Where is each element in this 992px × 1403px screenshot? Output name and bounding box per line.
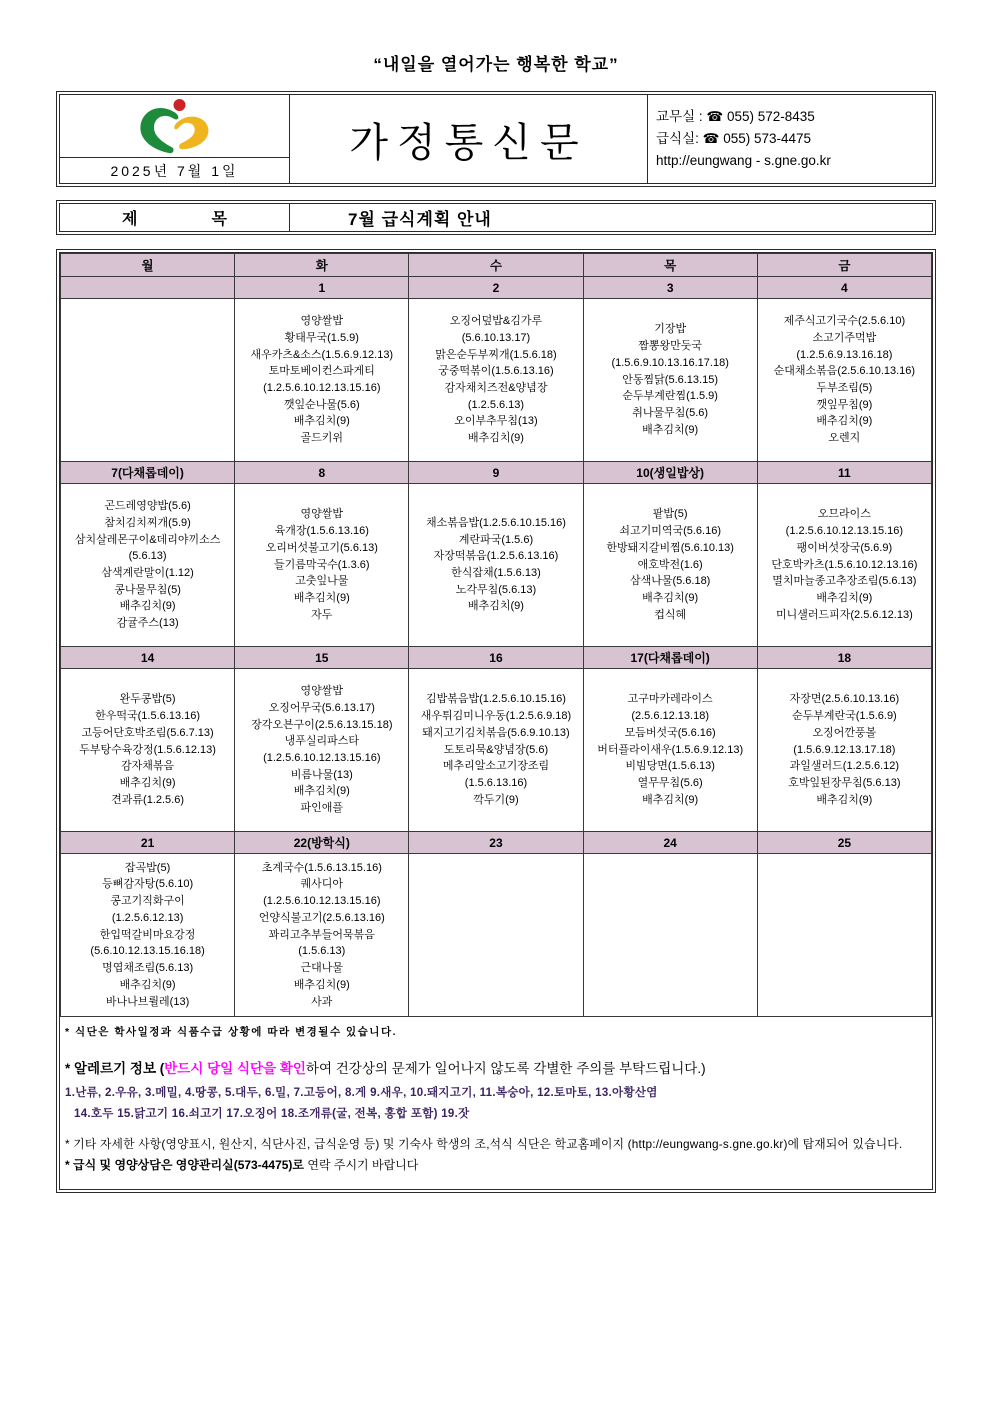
menu-cell	[757, 299, 931, 462]
menu-item: 등뼈감자탕(5.6.10)	[102, 878, 194, 891]
menu-item: (1.5.6.13.16)	[464, 777, 528, 790]
allergy-info-prefix: * 알레르기 정보 (	[65, 1061, 165, 1076]
menu-item: 자두	[311, 608, 333, 621]
menu-item: 참치김치찌개(5.9)	[104, 516, 191, 529]
subject-value: 7월 급식계획 안내	[348, 210, 492, 229]
date-cell: 18	[757, 647, 931, 669]
menu-item: 냉푸실리파스타	[284, 735, 359, 748]
menu-item: 골드키위	[300, 432, 344, 445]
menu-cell	[409, 669, 583, 832]
menu-item: 깻잎무침(9)	[816, 398, 873, 411]
menu-item: 깻잎순나물(5.6)	[283, 398, 360, 411]
menu-item: 고춧잎나물	[295, 575, 349, 588]
issue-date: 2025년 7월 1일	[60, 157, 289, 183]
menu-item: 감자채볶음	[121, 760, 175, 773]
date-cell: 11	[757, 462, 931, 484]
menu-item: 언양식불고기(2.5.6.13.16)	[258, 911, 385, 924]
menu-item: 비름나물(13)	[290, 768, 353, 781]
menu-item: 오징어깐풍볼	[812, 726, 877, 739]
date-cell: 14	[61, 647, 235, 669]
menu-item: 배추김치(9)	[293, 415, 350, 428]
menu-item: 오이부추무침(13)	[454, 415, 538, 428]
menu-item: 비빔당면(1.5.6.13)	[625, 760, 715, 773]
menu-item: 배추김치(9)	[467, 600, 524, 613]
menu-cell	[61, 484, 235, 647]
weekday-header-row	[61, 254, 932, 277]
menu-item: 짬뽕왕만둣국	[638, 340, 703, 353]
menu-cell	[757, 669, 931, 832]
date-cell: 8	[235, 462, 409, 484]
menu-item: 오징어무국(5.6.13.17)	[268, 701, 375, 714]
menu-item: 순두부계란국(1.5.6.9)	[792, 710, 897, 723]
menu-cell	[235, 669, 409, 832]
menu-item: 육개장(1.5.6.13.16)	[274, 525, 369, 538]
menu-item: (5.6.13)	[128, 550, 167, 563]
menu-item: 김밥볶음밥(1.2.5.6.10.15.16)	[425, 693, 566, 706]
menu-item: 영양쌀밥	[300, 508, 344, 521]
contact-line-website: http://eungwang - s.gne.go.kr	[656, 153, 831, 169]
menu-item: 순대채소볶음(2.5.6.10.13.16)	[773, 365, 916, 378]
menu-item: 배추김치(9)	[642, 592, 699, 605]
date-cell: 25	[757, 832, 931, 854]
menu-item: 배추김치(9)	[119, 777, 176, 790]
meal-plan-box	[56, 249, 936, 1193]
allergy-info-line	[65, 1057, 926, 1077]
menu-item: 배추김치(9)	[293, 592, 350, 605]
menu-item: 팽이버섯장국(5.6.9)	[796, 541, 893, 554]
menu-item: (1.2.5.6.10.12.13.15.16)	[263, 752, 381, 764]
menu-item: 열무무침(5.6)	[637, 777, 703, 790]
menu-item: 배추김치(9)	[642, 793, 699, 806]
menu-item: 콩고기직화구이	[110, 895, 185, 908]
date-cell: 4	[757, 277, 931, 299]
meal-calendar-table	[60, 253, 932, 1017]
menu-row	[61, 669, 932, 832]
date-cell: 9	[409, 462, 583, 484]
allergy-info-suffix: 하여 건강상의 문제가 일어나지 않도록 각별한 주의를 부탁드립니다.)	[305, 1061, 706, 1076]
menu-item: 오징어덮밥&김가루	[449, 315, 543, 328]
menu-item: 두부조림(5)	[816, 382, 873, 394]
subject-box	[56, 200, 936, 235]
date-cell: 22(방학식)	[235, 832, 409, 854]
menu-item: 감자채치즈전&양념장	[444, 382, 548, 394]
school-logo-icon	[129, 96, 221, 156]
allergy-items-line-1: 1.난류, 2.우유, 3.메밀, 4.땅콩, 5.대두, 6.밀, 7.고등어, 8.게 9.새우, 10.돼지고기, 11.복숭아, 12.토마토, 13.아황산염	[65, 1087, 658, 1099]
contact-line-cafeteria: 급식실: ☎ 055) 573-4475	[656, 130, 812, 146]
menu-item: 배추김치(9)	[467, 432, 524, 445]
menu-item: (1.2.5.6.10.12.13.15.16)	[785, 525, 904, 538]
menu-item: 파인애플	[300, 802, 344, 815]
menu-item: 토마토베이컨스파게티	[268, 365, 375, 378]
menu-item: 오므라이스	[817, 508, 871, 521]
menu-item: (1.2.5.6.10.12.13.15.16)	[263, 895, 381, 908]
menu-row	[61, 484, 932, 647]
date-cell: 21	[61, 832, 235, 854]
date-cell: 2	[409, 277, 583, 299]
menu-item: 궁중떡볶이(1.5.6.13.16)	[438, 365, 554, 378]
menu-cell	[757, 854, 931, 1017]
menu-item: 새우튀김미니우동(1.2.5.6.9.18)	[420, 710, 572, 723]
menu-item: 한우떡국(1.5.6.13.16)	[95, 710, 201, 723]
menu-item: 명엽채조림(5.6.13)	[102, 962, 194, 975]
menu-cell	[583, 299, 757, 462]
subject-label	[60, 204, 290, 231]
menu-item: 채소볶음밥(1.2.5.6.10.15.16)	[425, 516, 566, 529]
menu-cell	[235, 854, 409, 1017]
menu-item: 안동찜닭(5.6.13.15)	[622, 373, 719, 386]
menu-item: 제주식고기국수(2.5.6.10)	[783, 315, 906, 328]
menu-item: (1.5.6.9.12.13.17.18)	[793, 743, 896, 756]
menu-item: 배추김치(9)	[816, 592, 873, 605]
menu-item: 애호박전(1.6)	[637, 558, 703, 571]
menu-item: 한식잡채(1.5.6.13)	[451, 567, 541, 579]
menu-item: 노각무침(5.6.13)	[455, 583, 537, 596]
menu-item: 영양쌀밥	[300, 315, 344, 328]
calendar-body	[61, 277, 932, 1017]
date-cell: 23	[409, 832, 583, 854]
menu-item: 고구마카레라이스	[627, 693, 713, 706]
menu-item: 단호박카츠(1.5.6.10.12.13.16)	[771, 558, 918, 571]
menu-item: (5.6.10.13.17)	[461, 331, 531, 344]
date-row	[61, 462, 932, 484]
allergy-info-highlight: 반드시 당일 식단을 확인	[164, 1061, 306, 1076]
menu-cell	[583, 854, 757, 1017]
menu-item: 꽈리고추부들어묵볶음	[268, 928, 375, 941]
menu-item: 장각오븐구이(2.5.6.13.15.18)	[251, 718, 393, 731]
menu-item: 메추리알소고기장조림	[442, 760, 550, 773]
menu-item: (1.5.6.13)	[298, 945, 346, 958]
weekday-header-fri: 금	[757, 254, 931, 277]
menu-item: 영양쌀밥	[300, 685, 344, 698]
menu-item: 새우카츠&소스(1.5.6.9.12.13)	[250, 348, 394, 361]
menu-row	[61, 854, 932, 1017]
menu-item: 계란파국(1.5.6)	[458, 533, 534, 546]
menu-item: 팥밥(5)	[652, 508, 688, 521]
menu-item: (1.2.5.6.9.13.16.18)	[796, 348, 893, 361]
menu-item: 순두부계란찜(1.5.9)	[622, 390, 718, 403]
menu-item: 배추김치(9)	[293, 978, 350, 991]
menu-item: 버터플라이새우(1.5.6.9.12.13)	[597, 743, 744, 756]
date-cell: 1	[235, 277, 409, 299]
contact-line-office: 교무실 : ☎ 055) 572-8435	[656, 108, 815, 124]
menu-item: (1.5.6.9.10.13.16.17.18)	[611, 356, 729, 369]
menu-item: 배추김치(9)	[119, 600, 176, 613]
menu-item: 배추김치(9)	[816, 793, 873, 806]
menu-item: 고등어단호박조림(5.6.7.13)	[81, 726, 214, 739]
menu-item: 황태무국(1.5.9)	[284, 331, 359, 344]
date-cell: 24	[583, 832, 757, 854]
weekday-header-thu: 목	[583, 254, 757, 277]
menu-cell	[757, 484, 931, 647]
menu-item: (2.5.6.12.13.18)	[631, 710, 709, 723]
header-left-cell	[60, 95, 290, 183]
allergy-items-line-2: 14.호두 15.닭고기 16.쇠고기 17.오징어 18.조개류(굴, 전복, 홍합 포함) 19.잣	[74, 1108, 470, 1120]
menu-item: 모듬버섯국(5.6.16)	[624, 726, 716, 739]
menu-cell	[61, 854, 235, 1017]
menu-item: 미니샐러드피자(2.5.6.12.13)	[775, 608, 913, 621]
date-cell: 15	[235, 647, 409, 669]
menu-item: (1.2.5.6.12.13)	[111, 911, 184, 924]
school-motto: “내일을 열어가는 행복한 학교”	[373, 55, 619, 74]
menu-item: 기장밥	[654, 323, 687, 336]
weekday-header-mon: 월	[61, 254, 235, 277]
menu-item: 오렌지	[828, 432, 861, 445]
homepage-note: * 기타 자세한 사항(영양표시, 원산지, 식단사진, 급식운영 등) 및 기숙사 학생의 조,석식 식단은 학교홈페이지 (http://eungwang-s.gne.go.kr)에 탑재되어 있습니다.	[65, 1137, 903, 1151]
date-cell: 10(생일밥상)	[583, 462, 757, 484]
menu-item: (1.2.5.6.13)	[467, 398, 525, 411]
menu-row	[61, 299, 932, 462]
menu-cell	[235, 484, 409, 647]
menu-item: 자장면(2.5.6.10.13.16)	[789, 693, 900, 706]
menu-item: (5.6.10.12.13.15.16.18)	[90, 945, 205, 958]
menu-cell	[409, 299, 583, 462]
date-cell: 3	[583, 277, 757, 299]
contact-info	[648, 95, 932, 183]
menu-item: 삼색계란말이(1.12)	[101, 567, 194, 579]
date-cell: 16	[409, 647, 583, 669]
menu-item: 맑은순두부찌개(1.5.6.18)	[435, 348, 557, 361]
menu-item: 사과	[311, 995, 333, 1008]
menu-item: 퀘사디아	[300, 878, 344, 891]
menu-cell	[235, 299, 409, 462]
menu-item: 삼치살레몬구이&데리야끼소스	[74, 533, 221, 546]
subject-label-right: 목	[211, 211, 227, 228]
nutrition-contact-bold: * 급식 및 영양상담은 영양관리실(573-4475)로	[65, 1158, 305, 1172]
menu-item: 깍두기(9)	[473, 793, 519, 806]
date-cell: 17(다채롭데이)	[583, 647, 757, 669]
menu-item: 호박잎된장무침(5.6.13)	[788, 777, 901, 790]
date-row	[61, 647, 932, 669]
menu-item: 배추김치(9)	[642, 423, 699, 436]
date-cell	[61, 277, 235, 299]
header-box	[56, 91, 936, 187]
menu-cell	[583, 484, 757, 647]
menu-item: 감귤주스(13)	[116, 617, 179, 630]
menu-cell	[61, 299, 235, 462]
date-row	[61, 832, 932, 854]
menu-item: 소고기주먹밥	[812, 331, 877, 344]
menu-item: 오리버섯불고기(5.6.13)	[265, 541, 378, 554]
date-cell: 7(다채롭데이)	[61, 462, 235, 484]
nutrition-contact-note	[65, 1156, 926, 1173]
menu-cell	[583, 669, 757, 832]
menu-item: 삼색나물(5.6.18)	[629, 575, 711, 588]
menu-item: 근대나물	[300, 962, 344, 975]
menu-item: 잡곡밥(5)	[124, 861, 171, 874]
menu-item: 취나물무침(5.6)	[632, 407, 709, 420]
menu-item: 들기름막국수(1.3.6)	[274, 558, 370, 571]
menu-item: 콩나물무침(5)	[114, 583, 181, 596]
menu-item: 견과류(1.2.5.6)	[111, 793, 185, 806]
menu-item: 한방돼지갈비찜(5.6.10.13)	[606, 541, 734, 554]
menu-item: 한입떡갈비마요강정	[99, 928, 196, 941]
menu-item: 완두콩밥(5)	[119, 693, 176, 706]
notes-section	[60, 1017, 932, 1189]
menu-item: 멸치마늘종고추장조림(5.6.13)	[772, 575, 917, 588]
document-title: 가정통신문	[290, 95, 648, 183]
menu-item: 두부탕수육강정(1.5.6.12.13)	[79, 743, 216, 756]
date-row	[61, 277, 932, 299]
menu-item: 자장떡볶음(1.2.5.6.13.16)	[433, 550, 559, 563]
menu-item: 돼지고기김치볶음(5.6.9.10.13)	[422, 726, 570, 739]
subject-label-left: 제	[122, 211, 138, 228]
menu-cell	[409, 484, 583, 647]
menu-item: 곤드레영양밥(5.6)	[104, 500, 191, 513]
nutrition-contact-rest: 연락 주시기 바랍니다	[304, 1158, 419, 1172]
menu-item: 도토리묵&양념장(5.6)	[443, 743, 549, 756]
menu-item: 바나나브륄레(13)	[105, 995, 190, 1008]
weekday-header-tue: 화	[235, 254, 409, 277]
menu-item: 컵식혜	[654, 608, 687, 621]
menu-item: 초계국수(1.5.6.13.15.16)	[261, 861, 382, 874]
weekday-header-wed: 수	[409, 254, 583, 277]
menu-cell	[61, 669, 235, 832]
menu-item: (1.2.5.6.10.12.13.15.16)	[263, 382, 381, 394]
menu-cell	[409, 854, 583, 1017]
menu-item: 과일샐러드(1.2.5.6.12)	[789, 760, 900, 773]
menu-item: 배추김치(9)	[293, 785, 350, 798]
menu-item: 배추김치(9)	[119, 978, 176, 991]
menu-change-note: * 식단은 학사일정과 식품수급 상황에 따라 변경될수 있습니다.	[65, 1026, 397, 1038]
menu-item: 쇠고기미역국(5.6.16)	[619, 525, 721, 538]
logo-dot	[173, 99, 185, 111]
menu-item: 배추김치(9)	[816, 415, 873, 428]
